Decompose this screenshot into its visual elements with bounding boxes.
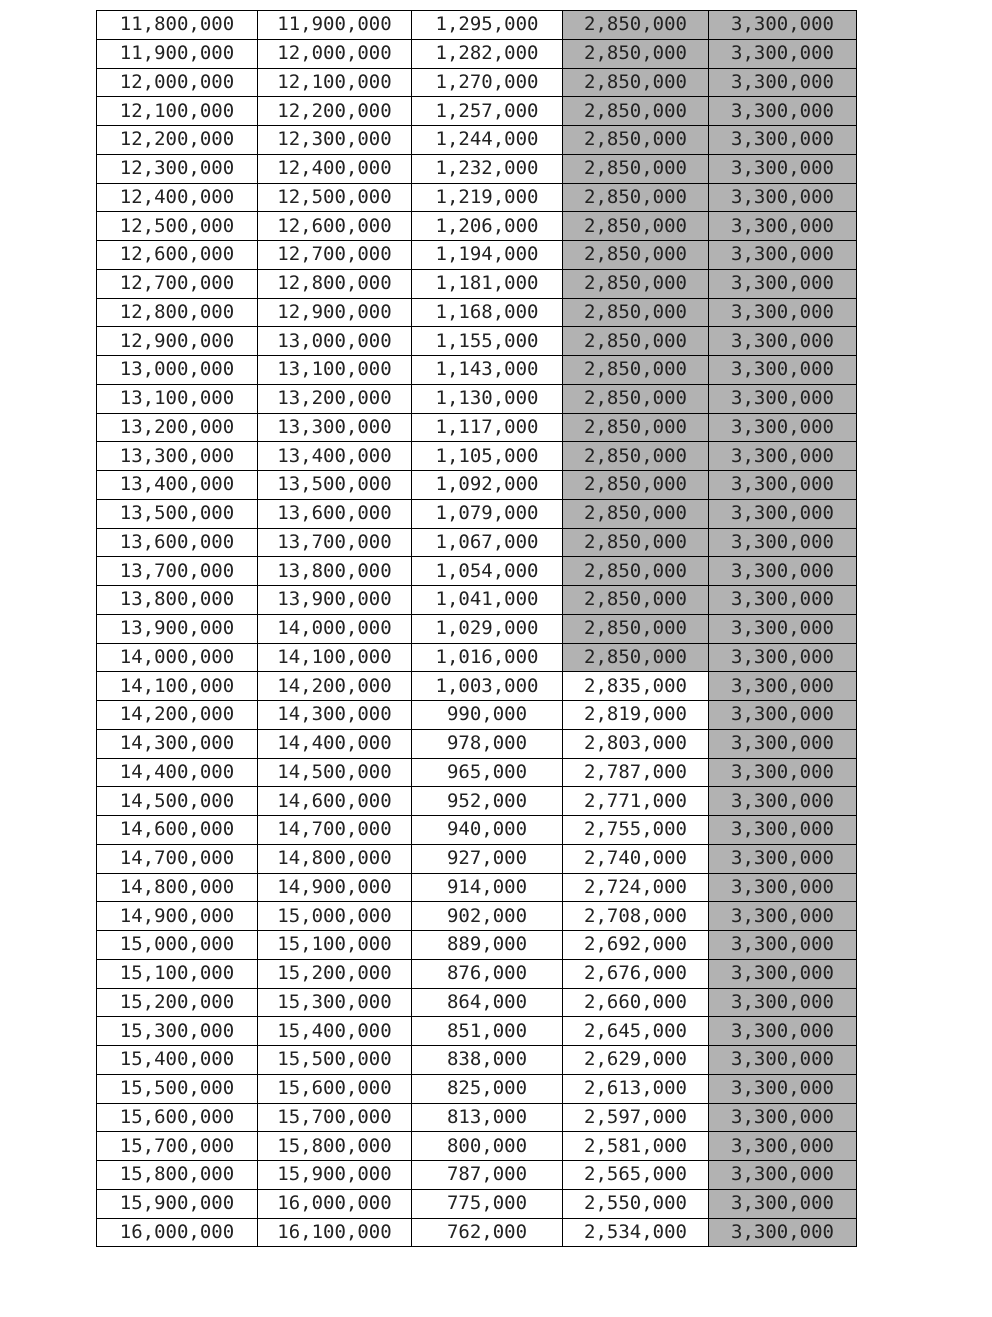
amount-cell: 1,155,000: [412, 327, 563, 356]
amount-cell: 940,000: [412, 816, 563, 845]
amount-cell: 1,257,000: [412, 97, 563, 126]
range-from-cell: 12,800,000: [97, 298, 258, 327]
range-to-cell: 12,100,000: [258, 68, 412, 97]
range-from-cell: 14,600,000: [97, 816, 258, 845]
tier-b-cell: 3,300,000: [709, 126, 857, 155]
table-row: [97, 1132, 857, 1161]
amount-cell: 1,054,000: [412, 557, 563, 586]
tier-a-cell: 2,724,000: [563, 873, 709, 902]
table-row: [97, 126, 857, 155]
table-row: [97, 471, 857, 500]
tier-b-cell: 3,300,000: [709, 672, 857, 701]
range-to-cell: 12,000,000: [258, 39, 412, 68]
table-row: [97, 327, 857, 356]
range-to-cell: 12,800,000: [258, 269, 412, 298]
table-row: [97, 844, 857, 873]
amount-cell: 1,092,000: [412, 471, 563, 500]
amount-cell: 1,029,000: [412, 614, 563, 643]
range-to-cell: 13,300,000: [258, 413, 412, 442]
range-from-cell: 14,100,000: [97, 672, 258, 701]
tier-a-cell: 2,692,000: [563, 931, 709, 960]
amount-cell: 1,295,000: [412, 11, 563, 40]
range-from-cell: 15,600,000: [97, 1103, 258, 1132]
tier-b-cell: 3,300,000: [709, 614, 857, 643]
tier-a-cell: 2,581,000: [563, 1132, 709, 1161]
amount-cell: 1,117,000: [412, 413, 563, 442]
range-from-cell: 11,800,000: [97, 11, 258, 40]
tier-a-cell: 2,755,000: [563, 816, 709, 845]
table-row: [97, 97, 857, 126]
tier-a-cell: 2,850,000: [563, 154, 709, 183]
range-to-cell: 14,400,000: [258, 729, 412, 758]
tier-a-cell: 2,850,000: [563, 471, 709, 500]
table-row: [97, 499, 857, 528]
tier-a-cell: 2,850,000: [563, 97, 709, 126]
tier-a-cell: 2,597,000: [563, 1103, 709, 1132]
tier-a-cell: 2,660,000: [563, 988, 709, 1017]
range-to-cell: 12,900,000: [258, 298, 412, 327]
amount-cell: 1,105,000: [412, 442, 563, 471]
amount-cell: 1,143,000: [412, 356, 563, 385]
range-to-cell: 13,700,000: [258, 528, 412, 557]
table-row: [97, 356, 857, 385]
table-row: [97, 1074, 857, 1103]
tier-b-cell: 3,300,000: [709, 557, 857, 586]
range-to-cell: 13,600,000: [258, 499, 412, 528]
table-row: [97, 1218, 857, 1247]
tier-a-cell: 2,850,000: [563, 241, 709, 270]
table-row: [97, 643, 857, 672]
tier-a-cell: 2,850,000: [563, 269, 709, 298]
range-from-cell: 15,500,000: [97, 1074, 258, 1103]
tier-a-cell: 2,850,000: [563, 68, 709, 97]
table-row: [97, 39, 857, 68]
range-to-cell: 13,400,000: [258, 442, 412, 471]
range-to-cell: 15,800,000: [258, 1132, 412, 1161]
tier-b-cell: 3,300,000: [709, 11, 857, 40]
tier-b-cell: 3,300,000: [709, 758, 857, 787]
range-to-cell: 11,900,000: [258, 11, 412, 40]
range-to-cell: 13,000,000: [258, 327, 412, 356]
range-from-cell: 13,400,000: [97, 471, 258, 500]
tier-a-cell: 2,850,000: [563, 212, 709, 241]
tier-a-cell: 2,850,000: [563, 557, 709, 586]
table-row: [97, 586, 857, 615]
amount-cell: 914,000: [412, 873, 563, 902]
range-to-cell: 16,000,000: [258, 1189, 412, 1218]
amount-cell: 787,000: [412, 1161, 563, 1190]
amount-cell: 1,003,000: [412, 672, 563, 701]
range-from-cell: 13,600,000: [97, 528, 258, 557]
tier-b-cell: 3,300,000: [709, 873, 857, 902]
range-from-cell: 12,600,000: [97, 241, 258, 270]
tier-b-cell: 3,300,000: [709, 384, 857, 413]
tier-a-cell: 2,850,000: [563, 11, 709, 40]
table-row: [97, 902, 857, 931]
table-row: [97, 1189, 857, 1218]
tier-b-cell: 3,300,000: [709, 1017, 857, 1046]
amount-cell: 978,000: [412, 729, 563, 758]
range-from-cell: 15,100,000: [97, 959, 258, 988]
tier-a-cell: 2,850,000: [563, 614, 709, 643]
range-from-cell: 13,300,000: [97, 442, 258, 471]
range-from-cell: 15,000,000: [97, 931, 258, 960]
tier-a-cell: 2,850,000: [563, 298, 709, 327]
tier-b-cell: 3,300,000: [709, 68, 857, 97]
table-row: [97, 931, 857, 960]
tier-a-cell: 2,803,000: [563, 729, 709, 758]
tier-b-cell: 3,300,000: [709, 442, 857, 471]
tier-b-cell: 3,300,000: [709, 1218, 857, 1247]
tier-a-cell: 2,708,000: [563, 902, 709, 931]
tier-b-cell: 3,300,000: [709, 1046, 857, 1075]
range-from-cell: 14,400,000: [97, 758, 258, 787]
range-to-cell: 15,200,000: [258, 959, 412, 988]
range-from-cell: 13,800,000: [97, 586, 258, 615]
amount-cell: 952,000: [412, 787, 563, 816]
tier-a-cell: 2,676,000: [563, 959, 709, 988]
range-to-cell: 15,000,000: [258, 902, 412, 931]
range-from-cell: 15,700,000: [97, 1132, 258, 1161]
tier-a-cell: 2,629,000: [563, 1046, 709, 1075]
range-to-cell: 12,600,000: [258, 212, 412, 241]
range-from-cell: 13,200,000: [97, 413, 258, 442]
range-from-cell: 15,200,000: [97, 988, 258, 1017]
tier-b-cell: 3,300,000: [709, 154, 857, 183]
tier-b-cell: 3,300,000: [709, 1161, 857, 1190]
range-to-cell: 12,400,000: [258, 154, 412, 183]
tier-a-cell: 2,850,000: [563, 499, 709, 528]
amount-cell: 1,206,000: [412, 212, 563, 241]
amount-cell: 1,067,000: [412, 528, 563, 557]
table-row: [97, 1017, 857, 1046]
table-row: [97, 183, 857, 212]
amount-cell: 1,041,000: [412, 586, 563, 615]
amount-cell: 965,000: [412, 758, 563, 787]
amount-cell: 1,016,000: [412, 643, 563, 672]
amount-cell: 990,000: [412, 701, 563, 730]
range-to-cell: 15,900,000: [258, 1161, 412, 1190]
tier-b-cell: 3,300,000: [709, 844, 857, 873]
range-to-cell: 14,000,000: [258, 614, 412, 643]
table-row: [97, 384, 857, 413]
tier-b-cell: 3,300,000: [709, 1074, 857, 1103]
tier-a-cell: 2,850,000: [563, 356, 709, 385]
amount-cell: 1,244,000: [412, 126, 563, 155]
tier-b-cell: 3,300,000: [709, 586, 857, 615]
range-from-cell: 13,700,000: [97, 557, 258, 586]
range-from-cell: 14,700,000: [97, 844, 258, 873]
table-row: [97, 442, 857, 471]
table-row: [97, 672, 857, 701]
range-from-cell: 12,400,000: [97, 183, 258, 212]
table-row: [97, 528, 857, 557]
tier-b-cell: 3,300,000: [709, 413, 857, 442]
amount-cell: 1,270,000: [412, 68, 563, 97]
tier-b-cell: 3,300,000: [709, 269, 857, 298]
tier-b-cell: 3,300,000: [709, 1103, 857, 1132]
tier-a-cell: 2,850,000: [563, 586, 709, 615]
tier-b-cell: 3,300,000: [709, 356, 857, 385]
range-from-cell: 13,000,000: [97, 356, 258, 385]
tier-a-cell: 2,850,000: [563, 528, 709, 557]
range-from-cell: 14,900,000: [97, 902, 258, 931]
tier-b-cell: 3,300,000: [709, 701, 857, 730]
amount-cell: 1,168,000: [412, 298, 563, 327]
tier-a-cell: 2,645,000: [563, 1017, 709, 1046]
tier-b-cell: 3,300,000: [709, 1132, 857, 1161]
amount-cell: 1,282,000: [412, 39, 563, 68]
tier-b-cell: 3,300,000: [709, 528, 857, 557]
range-to-cell: 13,900,000: [258, 586, 412, 615]
table-row: [97, 269, 857, 298]
range-to-cell: 14,500,000: [258, 758, 412, 787]
tier-b-cell: 3,300,000: [709, 471, 857, 500]
amount-cell: 1,194,000: [412, 241, 563, 270]
tier-a-cell: 2,819,000: [563, 701, 709, 730]
amount-cell: 876,000: [412, 959, 563, 988]
range-from-cell: 14,200,000: [97, 701, 258, 730]
tier-a-cell: 2,534,000: [563, 1218, 709, 1247]
tier-b-cell: 3,300,000: [709, 988, 857, 1017]
range-from-cell: 12,900,000: [97, 327, 258, 356]
range-to-cell: 15,700,000: [258, 1103, 412, 1132]
range-to-cell: 15,400,000: [258, 1017, 412, 1046]
amount-cell: 927,000: [412, 844, 563, 873]
tier-a-cell: 2,850,000: [563, 183, 709, 212]
table-row: [97, 1046, 857, 1075]
range-to-cell: 16,100,000: [258, 1218, 412, 1247]
tier-a-cell: 2,613,000: [563, 1074, 709, 1103]
range-from-cell: 14,500,000: [97, 787, 258, 816]
range-from-cell: 12,100,000: [97, 97, 258, 126]
data-table: [96, 10, 857, 1247]
table-row: [97, 68, 857, 97]
tier-b-cell: 3,300,000: [709, 787, 857, 816]
amount-cell: 1,079,000: [412, 499, 563, 528]
range-from-cell: 12,500,000: [97, 212, 258, 241]
range-to-cell: 15,300,000: [258, 988, 412, 1017]
table-row: [97, 557, 857, 586]
range-to-cell: 14,600,000: [258, 787, 412, 816]
tier-a-cell: 2,850,000: [563, 39, 709, 68]
range-from-cell: 14,300,000: [97, 729, 258, 758]
range-from-cell: 15,400,000: [97, 1046, 258, 1075]
range-to-cell: 14,100,000: [258, 643, 412, 672]
range-from-cell: 15,800,000: [97, 1161, 258, 1190]
tier-b-cell: 3,300,000: [709, 183, 857, 212]
table-row: [97, 787, 857, 816]
amount-cell: 838,000: [412, 1046, 563, 1075]
range-from-cell: 16,000,000: [97, 1218, 258, 1247]
tier-a-cell: 2,565,000: [563, 1161, 709, 1190]
table-row: [97, 413, 857, 442]
tier-a-cell: 2,850,000: [563, 384, 709, 413]
amount-cell: 800,000: [412, 1132, 563, 1161]
tier-b-cell: 3,300,000: [709, 298, 857, 327]
amount-cell: 902,000: [412, 902, 563, 931]
table-row: [97, 959, 857, 988]
tier-b-cell: 3,300,000: [709, 97, 857, 126]
amount-cell: 813,000: [412, 1103, 563, 1132]
range-to-cell: 15,600,000: [258, 1074, 412, 1103]
table-row: [97, 1103, 857, 1132]
amount-cell: 1,232,000: [412, 154, 563, 183]
tier-b-cell: 3,300,000: [709, 39, 857, 68]
tier-b-cell: 3,300,000: [709, 241, 857, 270]
tier-b-cell: 3,300,000: [709, 212, 857, 241]
table-row: [97, 298, 857, 327]
tier-a-cell: 2,850,000: [563, 327, 709, 356]
range-from-cell: 11,900,000: [97, 39, 258, 68]
tier-b-cell: 3,300,000: [709, 816, 857, 845]
range-to-cell: 13,800,000: [258, 557, 412, 586]
amount-cell: 851,000: [412, 1017, 563, 1046]
range-to-cell: 12,500,000: [258, 183, 412, 212]
table-row: [97, 758, 857, 787]
table-row: [97, 11, 857, 40]
table-row: [97, 816, 857, 845]
range-to-cell: 13,500,000: [258, 471, 412, 500]
range-to-cell: 12,700,000: [258, 241, 412, 270]
tier-a-cell: 2,850,000: [563, 442, 709, 471]
range-to-cell: 14,900,000: [258, 873, 412, 902]
range-from-cell: 13,500,000: [97, 499, 258, 528]
tier-b-cell: 3,300,000: [709, 931, 857, 960]
range-to-cell: 15,100,000: [258, 931, 412, 960]
amount-cell: 1,130,000: [412, 384, 563, 413]
range-to-cell: 14,300,000: [258, 701, 412, 730]
table-row: [97, 988, 857, 1017]
tier-a-cell: 2,550,000: [563, 1189, 709, 1218]
tier-a-cell: 2,787,000: [563, 758, 709, 787]
range-to-cell: 14,700,000: [258, 816, 412, 845]
range-to-cell: 12,300,000: [258, 126, 412, 155]
tier-a-cell: 2,771,000: [563, 787, 709, 816]
tier-b-cell: 3,300,000: [709, 499, 857, 528]
tier-a-cell: 2,850,000: [563, 126, 709, 155]
tier-a-cell: 2,740,000: [563, 844, 709, 873]
amount-cell: 825,000: [412, 1074, 563, 1103]
tier-b-cell: 3,300,000: [709, 643, 857, 672]
amount-cell: 1,181,000: [412, 269, 563, 298]
table-row: [97, 701, 857, 730]
tier-b-cell: 3,300,000: [709, 1189, 857, 1218]
tier-b-cell: 3,300,000: [709, 959, 857, 988]
range-from-cell: 14,000,000: [97, 643, 258, 672]
range-from-cell: 13,900,000: [97, 614, 258, 643]
range-from-cell: 12,000,000: [97, 68, 258, 97]
range-from-cell: 14,800,000: [97, 873, 258, 902]
table-row: [97, 1161, 857, 1190]
table-row: [97, 614, 857, 643]
range-from-cell: 12,300,000: [97, 154, 258, 183]
tier-b-cell: 3,300,000: [709, 729, 857, 758]
range-to-cell: 15,500,000: [258, 1046, 412, 1075]
tier-b-cell: 3,300,000: [709, 327, 857, 356]
amount-cell: 889,000: [412, 931, 563, 960]
range-to-cell: 14,800,000: [258, 844, 412, 873]
range-to-cell: 12,200,000: [258, 97, 412, 126]
range-to-cell: 13,200,000: [258, 384, 412, 413]
tier-a-cell: 2,835,000: [563, 672, 709, 701]
range-from-cell: 13,100,000: [97, 384, 258, 413]
table-row: [97, 154, 857, 183]
amount-cell: 864,000: [412, 988, 563, 1017]
table-row: [97, 729, 857, 758]
tier-b-cell: 3,300,000: [709, 902, 857, 931]
amount-cell: 762,000: [412, 1218, 563, 1247]
table-body: [97, 11, 857, 1247]
table-row: [97, 212, 857, 241]
table-row: [97, 241, 857, 270]
range-to-cell: 14,200,000: [258, 672, 412, 701]
tier-a-cell: 2,850,000: [563, 413, 709, 442]
range-from-cell: 15,900,000: [97, 1189, 258, 1218]
amount-cell: 775,000: [412, 1189, 563, 1218]
range-to-cell: 13,100,000: [258, 356, 412, 385]
range-from-cell: 15,300,000: [97, 1017, 258, 1046]
amount-cell: 1,219,000: [412, 183, 563, 212]
range-from-cell: 12,700,000: [97, 269, 258, 298]
tier-a-cell: 2,850,000: [563, 643, 709, 672]
range-from-cell: 12,200,000: [97, 126, 258, 155]
table-row: [97, 873, 857, 902]
